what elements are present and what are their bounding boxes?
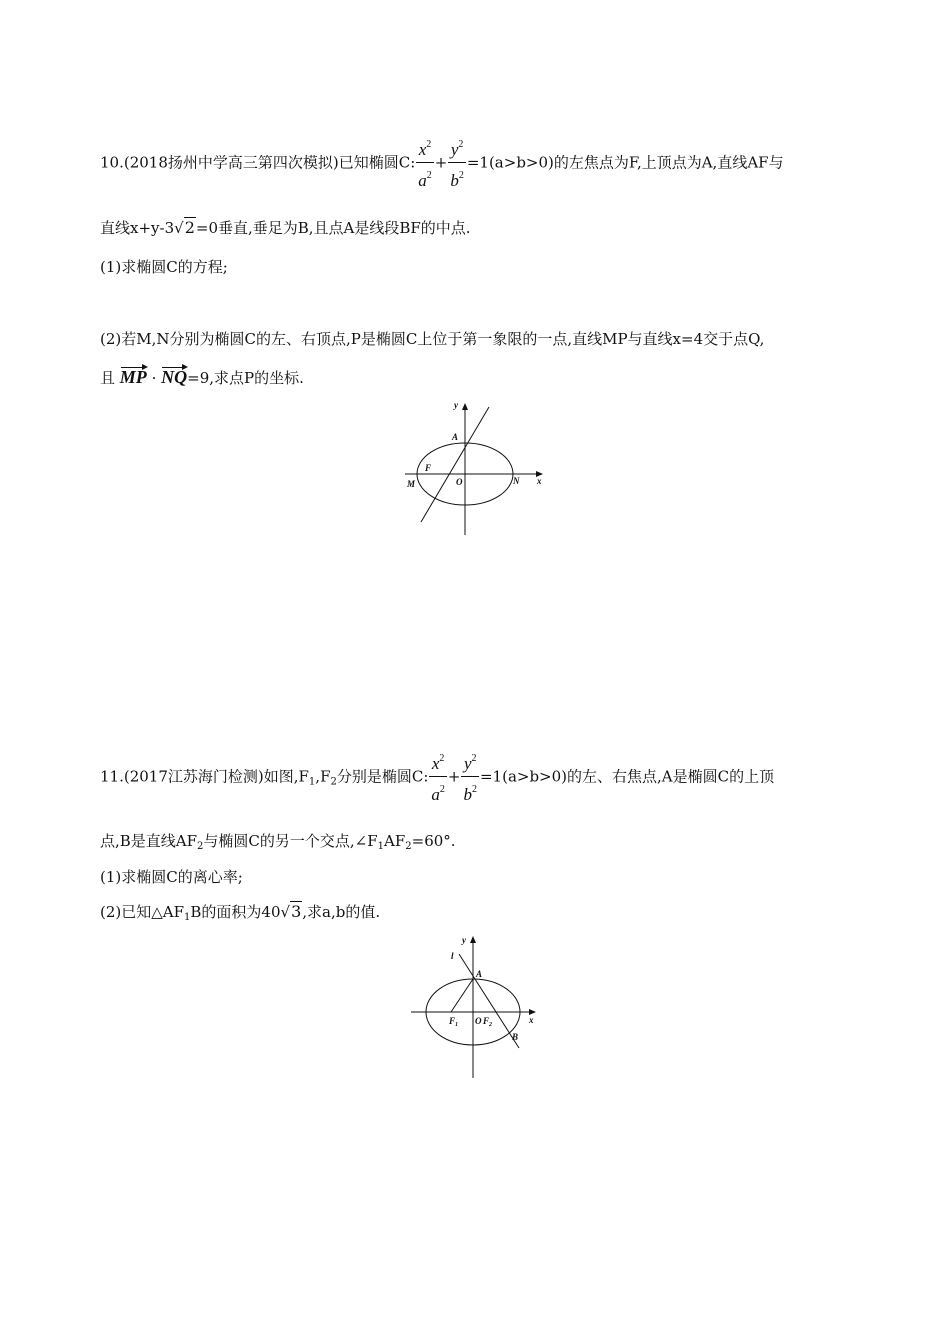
q10-part2-post: =9,求点P的坐标. xyxy=(187,369,304,387)
sqrt-2: √2 xyxy=(174,218,195,237)
q11-intro: 11.(2017江苏海门检测)如图,F xyxy=(100,767,309,786)
vector-nq: NQ xyxy=(161,367,188,387)
q10-intro-tail: =1(a>b>0)的左焦点为F,上顶点为A,直线AF与 xyxy=(466,153,784,172)
vector-mp: MP xyxy=(119,367,147,387)
subscript: 2 xyxy=(405,841,412,852)
q11-line2-c: AF xyxy=(384,832,406,850)
subscript: 2 xyxy=(197,841,204,852)
q10-intro: 10.(2018扬州中学高三第四次模拟)已知椭圆C: xyxy=(100,153,416,172)
label-f2: $F_2$ xyxy=(483,1016,493,1028)
q11-intro-post: 分别是椭圆C: xyxy=(336,767,429,786)
label-m: M xyxy=(407,479,416,489)
sqrt-3: √3 xyxy=(280,902,302,921)
q11-fraction-x: $\frac{x^2}{a^2}$ xyxy=(429,747,447,808)
dot-product-sign: · xyxy=(151,369,157,387)
label-y: y xyxy=(454,400,458,410)
q10-part1: (1)求椭圆C的方程; xyxy=(100,258,228,276)
q10-fraction-y: $\frac{y^2}{b^2}$ xyxy=(448,133,466,194)
q10-ellipse-figure xyxy=(395,395,555,540)
label-a: A xyxy=(476,969,483,979)
q10-line2-post: =0垂直,垂足为B,且点A是线段BF的中点. xyxy=(195,219,471,237)
q11-intro-tail: =1(a>b>0)的左、右焦点,A是椭圆C的上顶 xyxy=(479,767,775,786)
subscript: 2 xyxy=(330,776,337,788)
q11-part2-pre: (2)已知△AF xyxy=(100,903,185,921)
q10-part2-line2 xyxy=(100,367,304,388)
label-o: O xyxy=(475,1016,482,1026)
q11-part2-post: ,求a,b的值. xyxy=(302,903,381,921)
q10-line2-pre: 直线x+y-3 xyxy=(100,219,175,237)
q11-line2-a: 点,B是直线AF xyxy=(100,832,198,850)
label-b: B xyxy=(512,1032,519,1042)
q10-fraction-x: $\frac{x^2}{a^2}$ xyxy=(416,133,434,194)
q10-part2-line1: (2)若M,N分别为椭圆C的左、右顶点,P是椭圆C上位于第一象限的一点,直线MP与直线x=4交于点Q, xyxy=(100,330,765,348)
q11-line2-b: 与椭圆C的另一个交点,∠F xyxy=(203,832,378,850)
q11-part1: (1)求椭圆C的离心率; xyxy=(100,868,243,886)
q11-line2-d: =60°. xyxy=(411,832,456,850)
label-x: x xyxy=(529,1015,534,1025)
subscript: 1 xyxy=(308,776,316,788)
segment-af1 xyxy=(451,979,473,1012)
label-n: N xyxy=(513,476,520,486)
q11-intro-mid: ,F xyxy=(315,767,331,786)
subscript: 1 xyxy=(184,912,191,923)
label-x: x xyxy=(537,476,542,486)
y-axis-arrow xyxy=(462,403,468,410)
q11-stem-line1 xyxy=(100,747,774,808)
label-o: O xyxy=(456,477,463,487)
label-f: F xyxy=(425,463,432,473)
y-axis-arrow xyxy=(470,936,476,943)
subscript: 1 xyxy=(377,841,385,852)
label-f1: $F_1$ xyxy=(449,1016,459,1028)
plus-sign: + xyxy=(447,767,461,786)
line-l xyxy=(459,954,519,1048)
plus-sign: + xyxy=(434,153,448,172)
q11-part2 xyxy=(100,902,380,928)
q10-part2-pre: 且 xyxy=(100,369,116,387)
q11-ellipse-figure xyxy=(405,932,545,1082)
label-a: A xyxy=(452,432,459,442)
q10-stem-line2 xyxy=(100,218,471,238)
label-l: l xyxy=(451,951,454,961)
q11-fraction-y: $\frac{y^2}{b^2}$ xyxy=(461,747,479,808)
label-y: y xyxy=(462,935,466,945)
q10-stem-line1 xyxy=(100,133,784,194)
q11-part2-mid: B的面积为40 xyxy=(190,903,281,921)
q11-stem-line2 xyxy=(100,831,456,857)
